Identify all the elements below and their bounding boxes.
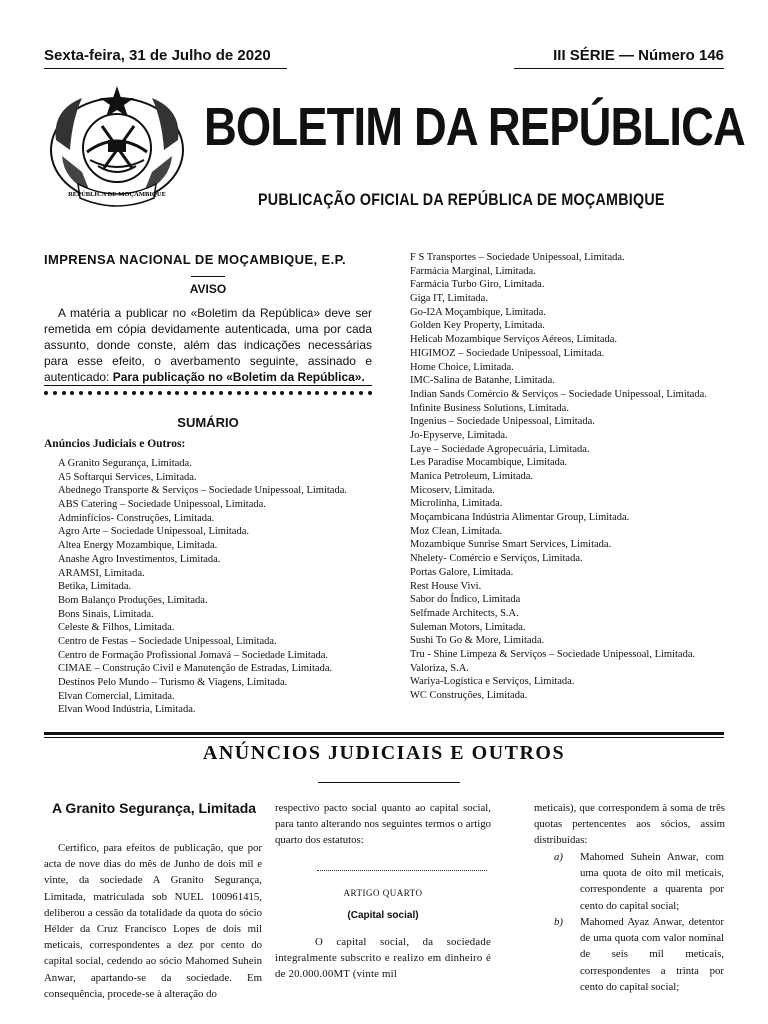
- dot: [140, 391, 144, 395]
- item-label: a): [554, 851, 563, 863]
- dot: [53, 391, 57, 395]
- list-item: A Granito Segurança, Limitada.: [58, 458, 192, 469]
- list-item: CIMAE – Construção Civil e Manutenção de Estradas, Limitada.: [58, 663, 333, 675]
- article-column-1: Certifico, para efeitos de publicação, que por acta de nove dias do mês de Junho de dois mil e vinte, da sociedade A Granito Segurança, Limitada, matriculada sob NUEL 100961415, deliberou a cessão da totalidade da quota do sócio Hélder da Cruz Francisco Lopes de dois mil meticais, correspondentes a dez por cento do capital social, cedendo ao sócio Mahomed Suhein Anwar, apartando-se da sociedade. Em consequência, procede-se à alteração do: [44, 842, 262, 1000]
- list-item: Wariya-Logística e Serviços, Limitada.: [410, 676, 575, 688]
- dot: [70, 391, 74, 395]
- dot: [228, 391, 232, 395]
- list-item: Sabor do Índico, Limitada: [410, 594, 521, 606]
- dot: [123, 391, 127, 395]
- aviso-title: AVISO: [189, 282, 227, 296]
- list-item: Giga IT, Limitada.: [410, 293, 488, 305]
- aviso-bold-line: Para publicação no «Boletim da República».: [112, 370, 365, 384]
- publication-date: Sexta-feira, 31 de Julho de 2020: [44, 47, 271, 64]
- list-item: Centro de Festas – Sociedade Unipessoal, Limitada.: [58, 635, 277, 647]
- list-item: Mozambique Sunrise Smart Services, Limitada.: [410, 539, 612, 551]
- dot: [254, 391, 258, 395]
- dot: [88, 391, 92, 395]
- article-title: A Granito Segurança, Limitada: [51, 800, 257, 816]
- dot: [324, 391, 328, 395]
- dot: [105, 391, 109, 395]
- aviso-text: [44, 305, 372, 385]
- list-item: Agro Arte – Sociedade Unipessoal, Limitada.: [58, 526, 249, 538]
- dot: [315, 391, 319, 395]
- dot: [210, 391, 214, 395]
- list-item: Nhelety- Comércio e Serviços, Limitada.: [410, 553, 583, 565]
- list-item: Indian Sands Comércio & Serviços – Sociedade Unipessoal, Limitada.: [410, 388, 707, 400]
- dotted-separator: [44, 391, 372, 399]
- imprensa-heading: IMPRENSA NACIONAL DE MOÇAMBIQUE, E.P.: [44, 252, 347, 267]
- dot: [167, 391, 171, 395]
- dot: [307, 391, 311, 395]
- anuncios-heading: ANÚNCIOS JUDICIAIS E OUTROS: [202, 742, 566, 764]
- list-item: Suleman Motors, Limitada.: [410, 621, 526, 633]
- article-column-2-body: O capital social, da sociedade integralmente subscrito e realizo em dinheiro é de 20.000.00MT (vinte mil: [275, 936, 491, 981]
- anuncios-rule: [318, 782, 460, 783]
- list-item: Sushi To Go & More, Limitada.: [410, 635, 545, 647]
- dot: [79, 391, 83, 395]
- dot: [263, 391, 267, 395]
- section-rule-thick: [44, 732, 724, 735]
- artigo-heading: ARTIGO QUARTO: [343, 888, 423, 898]
- dot: [280, 391, 284, 395]
- separator-line: [44, 385, 372, 386]
- dot: [237, 391, 241, 395]
- dot: [333, 391, 337, 395]
- list-item: Moz Clean, Limitada.: [410, 525, 503, 537]
- dot: [289, 391, 293, 395]
- item-text: Mahomed Suhein Anwar, com uma quota de oito mil meticais, correspondente a quarenta por cento do capital social;: [580, 851, 724, 912]
- list-item: Manica Petroleum, Limitada.: [410, 471, 534, 482]
- dot: [44, 391, 48, 395]
- list-item: Farmácia Turbo Giro, Limitada.: [410, 279, 545, 291]
- list-item: Infinite Business Solutions, Limitada.: [410, 402, 569, 414]
- dot: [175, 391, 179, 395]
- list-item: Farmácia Marginal, Limitada.: [410, 265, 536, 277]
- dot: [202, 391, 206, 395]
- dot: [245, 391, 249, 395]
- list-item: HIGIMOZ – Sociedade Unipessoal, Limitada.: [410, 347, 605, 359]
- list-item: Bons Sinais, Limitada.: [58, 608, 154, 620]
- list-item: Micoserv, Limitada.: [410, 484, 495, 496]
- article-column-3: meticais), que correspondem à soma de três quotas pertencentes aos sócios, assim distribuídas:: [534, 802, 725, 847]
- list-item: Adminfícios- Construções, Limitada.: [58, 512, 215, 524]
- list-item: Ingenius – Sociedade Unipessoal, Limitada.: [410, 416, 595, 428]
- dot: [193, 391, 197, 395]
- section-rule-thin: [44, 737, 724, 738]
- aviso-rule: [191, 276, 225, 277]
- list-item: Celeste & Filhos, Limitada.: [58, 622, 175, 634]
- series-number: III SÉRIE — Número 146: [553, 47, 724, 64]
- dot: [342, 391, 346, 395]
- list-item: ARAMSI, Limitada.: [58, 567, 145, 579]
- list-item: Altea Energy Mozambique, Limitada.: [58, 540, 218, 552]
- list-item: Home Choice, Limitada.: [410, 361, 514, 373]
- list-item: IMC-Salina de Batanhe, Limitada.: [410, 375, 555, 387]
- dot: [114, 391, 118, 395]
- dot: [62, 391, 66, 395]
- emblem-text: REPÚBLICA DE MOÇAMBIQUE: [68, 191, 166, 198]
- sumario-heading: Anúncios Judiciais e Outros:: [44, 438, 186, 450]
- dotted-line: [317, 870, 487, 871]
- sumario-list-left: [58, 457, 388, 717]
- dot: [219, 391, 223, 395]
- list-item: Golden Key Property, Limitada.: [410, 320, 545, 332]
- dot: [298, 391, 302, 395]
- capital-heading: (Capital social): [347, 910, 419, 921]
- header-rule-left: [44, 68, 287, 69]
- list-item: Betika, Limitada.: [58, 581, 132, 593]
- list-item: Destinos Pelo Mundo – Turismo & Viagens, Limitada.: [58, 677, 288, 688]
- list-item: ABS Catering – Sociedade Unipessoal, Limitada.: [58, 499, 266, 511]
- list-item: Tru - Shine Limpeza & Serviços – Sociedade Unipessoal, Limitada.: [410, 648, 696, 660]
- item-label: b): [554, 916, 563, 928]
- list-item: Portas Galore, Limitada.: [410, 566, 514, 578]
- publication-title: BOLETIM DA REPÚBLICA: [204, 97, 745, 157]
- dot: [97, 391, 101, 395]
- list-item: F S Transportes – Sociedade Unipessoal, Limitada.: [410, 252, 625, 263]
- list-item: Valoriza, S.A.: [410, 662, 469, 674]
- list-item: Selfmade Architects, S.A.: [410, 607, 519, 619]
- aviso-body: A matéria a publicar no «Boletim da República» deve ser remetida em cópia devidamente autenticada, uma por cada assunto, donde conste, além das indicações necessárias para esse efeito, o averbamento seguinte, assinado e autenticado:: [44, 306, 372, 384]
- list-item: Moçambicana Indústria Alimentar Group, Limitada.: [410, 512, 630, 524]
- list-item: A5 Softarqui Services, Limitada.: [58, 471, 197, 483]
- list-item: Elvan Wood Indústria, Limitada.: [58, 704, 196, 716]
- list-item: Microlinha, Limitada.: [410, 498, 503, 510]
- list-item: Abednego Transporte & Serviços – Sociedade Unipessoal, Limitada.: [58, 485, 347, 497]
- list-item: Elvan Comercial, Limitada.: [58, 690, 175, 702]
- sumario-list-right: [410, 251, 740, 703]
- list-item: Helicab Mozambique Serviços Aéreos, Limitada.: [410, 334, 618, 346]
- list-item: Bom Balanço Produções, Limitada.: [58, 594, 208, 606]
- dot: [272, 391, 276, 395]
- dot: [184, 391, 188, 395]
- list-item: Anashe Agro Investimentos, Limitada.: [58, 553, 221, 565]
- list-item: Les Paradise Mocambique, Limitada.: [410, 457, 568, 469]
- sumario-title: SUMÁRIO: [177, 415, 239, 430]
- publication-subtitle: PUBLICAÇÃO OFICIAL DA REPÚBLICA DE MOÇAMBIQUE: [258, 190, 665, 209]
- list-item: Jo-Epyserve, Limitada.: [410, 429, 508, 441]
- dot: [149, 391, 153, 395]
- list-item: WC Construções, Limitada.: [410, 690, 528, 701]
- dot: [350, 391, 354, 395]
- item-text: Mahomed Ayaz Anwar, detentor de uma quota com valor nominal de seis mil meticais, correspondentes a trinta por cento do capital social;: [580, 916, 724, 993]
- dot: [359, 391, 363, 395]
- list-item: Centro de Formação Profissional Jomavá – Sociedade Limitada.: [58, 649, 329, 661]
- list-item: Laye – Sociedade Agropecuária, Limitada.: [410, 443, 590, 455]
- dot: [368, 391, 372, 395]
- dot: [132, 391, 136, 395]
- article-column-2: respectivo pacto social quanto ao capital social, para tanto alterando nos seguintes termos o artigo quarto dos estatutos:: [275, 802, 491, 847]
- dot: [158, 391, 162, 395]
- list-item: Go-I2A Moçambique, Limitada.: [410, 306, 546, 318]
- mozambique-emblem-icon: [42, 80, 192, 216]
- header-rule-right: [514, 68, 724, 69]
- list-item: Rest House Vivi.: [410, 580, 482, 592]
